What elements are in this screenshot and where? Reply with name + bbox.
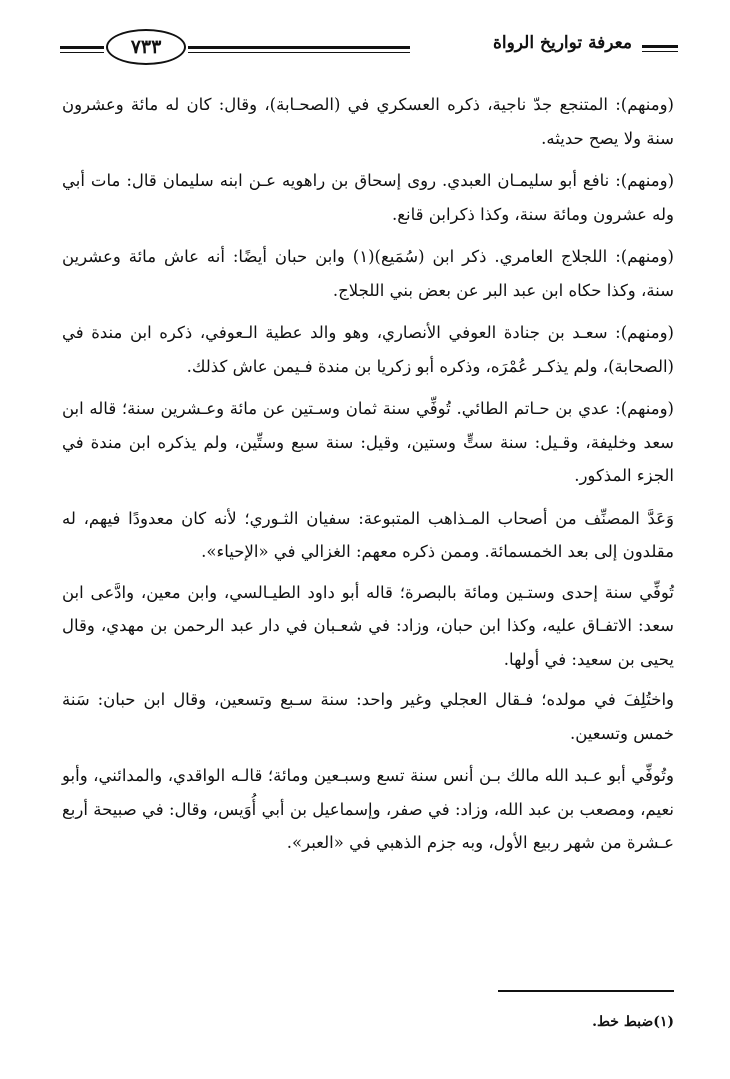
footnote: (١)ضبط خط. xyxy=(592,1014,674,1030)
paragraph-sufyan-birth: واختُلِفَ في مولده؛ فـقال العجلي وغير واحد: سنة سـبع وتسعين، وقال ابن حبان: سَنة خمس وتسعين. xyxy=(62,690,674,743)
header-rule-right xyxy=(642,45,678,52)
paragraph-sufyan: وَعَدَّ المصنِّف من أصحاب المـذاهب المتبوعة: سفيان الثـوري؛ لأنه كان معدودًا فيهم، له مقلدون إلى بعد الخمسمائة. وممن ذكره معهم: الغزالي في «الإحياء». xyxy=(62,508,674,561)
main-text xyxy=(62,88,674,869)
footnote-separator xyxy=(498,990,674,992)
paragraph-adiy: (ومنهم): عدي بن حـاتم الطائي. تُوفِّي سنة ثمان وسـتين عن مائة وعـشرين سنة؛ قاله ابن سعد وخليفة، وقـيل: سنة ستٍّ وستين، وقيل: سنة سبع وستِّين، ولم يذكره ابن مندة في الجزء المذكور. xyxy=(62,399,674,485)
paragraph-nafi: (ومنهم): نافع أبو سليمـان العبدي. روى إسحاق بن راهويه عـن ابنه سليمان قال: مات أبي وله عشرون ومائة سنة، وكذا ذكرابن قانع. xyxy=(62,171,674,224)
page-header xyxy=(60,28,678,68)
running-title: معرفة تواريخ الرواة xyxy=(492,33,632,53)
paragraph-lajlaj: (ومنهم): اللجلاج العامري. ذكر ابن (سُمَيع)(١) وابن حبان أيضًا: أنه عاش مائة وعشرين سنة، وكذا حكاه ابن عبد البر عن بعض بني اللجلاج. xyxy=(62,247,674,300)
paragraph-malik: وتُوفِّي أبو عـبد الله مالك بـن أنس سنة تسع وسبـعين ومائة؛ قالـه الواقدي، والمدائني، وأبو نعيم، ومصعب بن عبد الله، وزاد: في صفر، وإسماعيل بن أبي أُوَيس، وقال: في صبيحة أربع عـشرة من شهر ربيع الأول، وبه جزم الذهبي في «العبر». xyxy=(62,766,674,852)
paragraph-mutanajji: (ومنهم): المتنجع جدّ ناجية، ذكره العسكري في (الصحـابة)، وقال: كان له مائة وعشرون سنة ولا يصح حديثه. xyxy=(62,95,674,148)
page-number: ٧٣٣ xyxy=(106,29,186,65)
header-rule-middle xyxy=(188,46,410,53)
header-rule-left xyxy=(60,46,104,53)
paragraph-saad: (ومنهم): سعـد بن جنادة العوفي الأنصاري، وهو والد عطية الـعوفي، ذكره ابن مندة في (الصحابة)، ولم يذكـر عُمْرَه، وذكره أبو زكريا بن مندة فـيمن عاش كذلك. xyxy=(62,323,674,376)
paragraph-sufyan-death: تُوفِّي سنة إحدى وستـين ومائة بالبصرة؛ قاله أبو داود الطيـالسي، وابن معين، وادَّعى ابن سعد: الاتفـاق عليه، وكذا ابن حبان، وزاد: في شعـبان في دار عبد الرحمن بن مهدي، وقال يحيى بن سعيد: في أولها. xyxy=(62,582,674,669)
